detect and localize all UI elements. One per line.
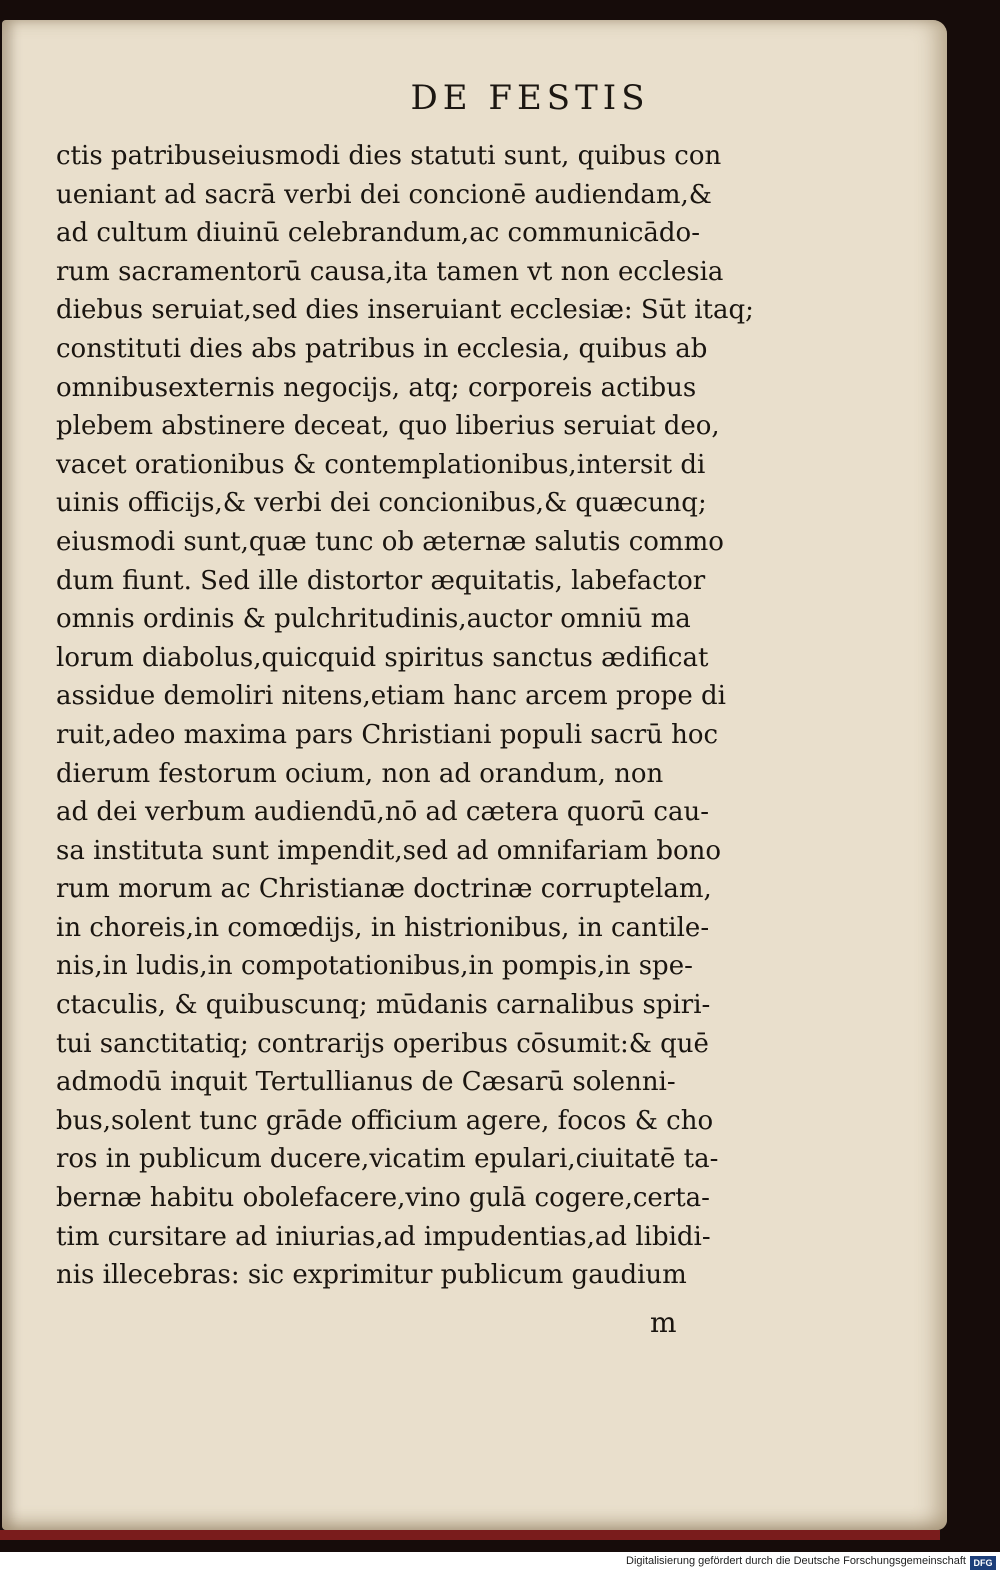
text-line: ad cultum diuinū celebrandum,ac communicādo-: [56, 218, 700, 249]
text-line: ruit,adeo maxima pars Christiani populi sacrū hoc: [56, 719, 719, 750]
text-line: ueniant ad sacrā verbi dei concionē audiendam,&: [56, 179, 712, 210]
digitization-footer: [0, 1552, 1000, 1576]
text-line: nis,in ludis,in compotationibus,in pompis,in spe-: [56, 951, 693, 982]
text-line: nis illecebras: sic exprimitur publicum gaudium: [56, 1260, 687, 1291]
book-edge: [0, 1530, 940, 1540]
text-line: ctaculis, & quibuscunq; mūdanis carnalibus spiri-: [56, 990, 711, 1021]
text-line: tim cursitare ad iniurias,ad impudentias,ad libidi-: [56, 1221, 711, 1252]
funding-credit: Digitalisierung gefördert durch die Deutsche Forschungsgemeinschaft: [626, 1555, 966, 1567]
text-line: bus,solent tunc grāde officium agere, focos & cho: [56, 1105, 714, 1136]
text-line: ctis patribuseiusmodi dies statuti sunt, quibus con: [56, 141, 722, 171]
text-line: vacet orationibus & contemplationibus,intersit di: [56, 449, 706, 480]
text-line: lorum diabolus,quicquid spiritus sanctus ædificat: [56, 642, 709, 673]
text-line: rum sacramentorū causa,ita tamen vt non ecclesia: [56, 256, 724, 287]
text-line: uinis officijs,& verbi dei concionibus,& quæcunq;: [56, 488, 707, 519]
running-head: DE FESTIS: [410, 78, 650, 118]
dfg-logo-icon: DFG: [970, 1556, 996, 1570]
text-line: plebem abstinere deceat, quo liberius seruiat deo,: [56, 411, 720, 442]
catchword: m: [650, 1306, 677, 1339]
text-line: ad dei verbum audiendū,nō ad cætera quorū cau-: [56, 797, 709, 828]
text-line: sa instituta sunt impendit,sed ad omnifariam bono: [56, 835, 722, 866]
text-line: rum morum ac Christianæ doctrinæ corruptelam,: [56, 874, 712, 905]
text-line: eiusmodi sunt,quæ tunc ob æternæ salutis commo: [56, 526, 724, 557]
text-line: assidue demoliri nitens,etiam hanc arcem prope di: [56, 681, 726, 712]
text-line: ros in publicum ducere,vicatim epulari,ciuitatē ta-: [56, 1144, 719, 1175]
body-text: [56, 137, 791, 1295]
text-line: dierum festorum ocium, non ad orandum, non: [56, 758, 664, 789]
text-line: omnis ordinis & pulchritudinis,auctor omniū ma: [56, 604, 691, 635]
text-line: in choreis,in comœdijs, in histrionibus, in cantile-: [56, 912, 710, 943]
text-line: dum fiunt. Sed ille distortor æquitatis, labefactor: [56, 565, 706, 596]
text-line: admodū inquit Tertullianus de Cæsarū solenni-: [56, 1067, 676, 1098]
text-line: tui sanctitatiq; contrarijs operibus cōsumit:& quē: [56, 1028, 709, 1059]
text-line: diebus seruiat,sed dies inseruiant ecclesiæ: Sūt itaq;: [56, 295, 754, 326]
text-line: omnibusexternis negocijs, atq; corporeis actibus: [56, 372, 697, 403]
text-line: constituti dies abs patribus in ecclesia, quibus ab: [56, 333, 708, 364]
text-line: bernæ habitu obolefacere,vino gulā cogere,certa-: [56, 1183, 710, 1214]
